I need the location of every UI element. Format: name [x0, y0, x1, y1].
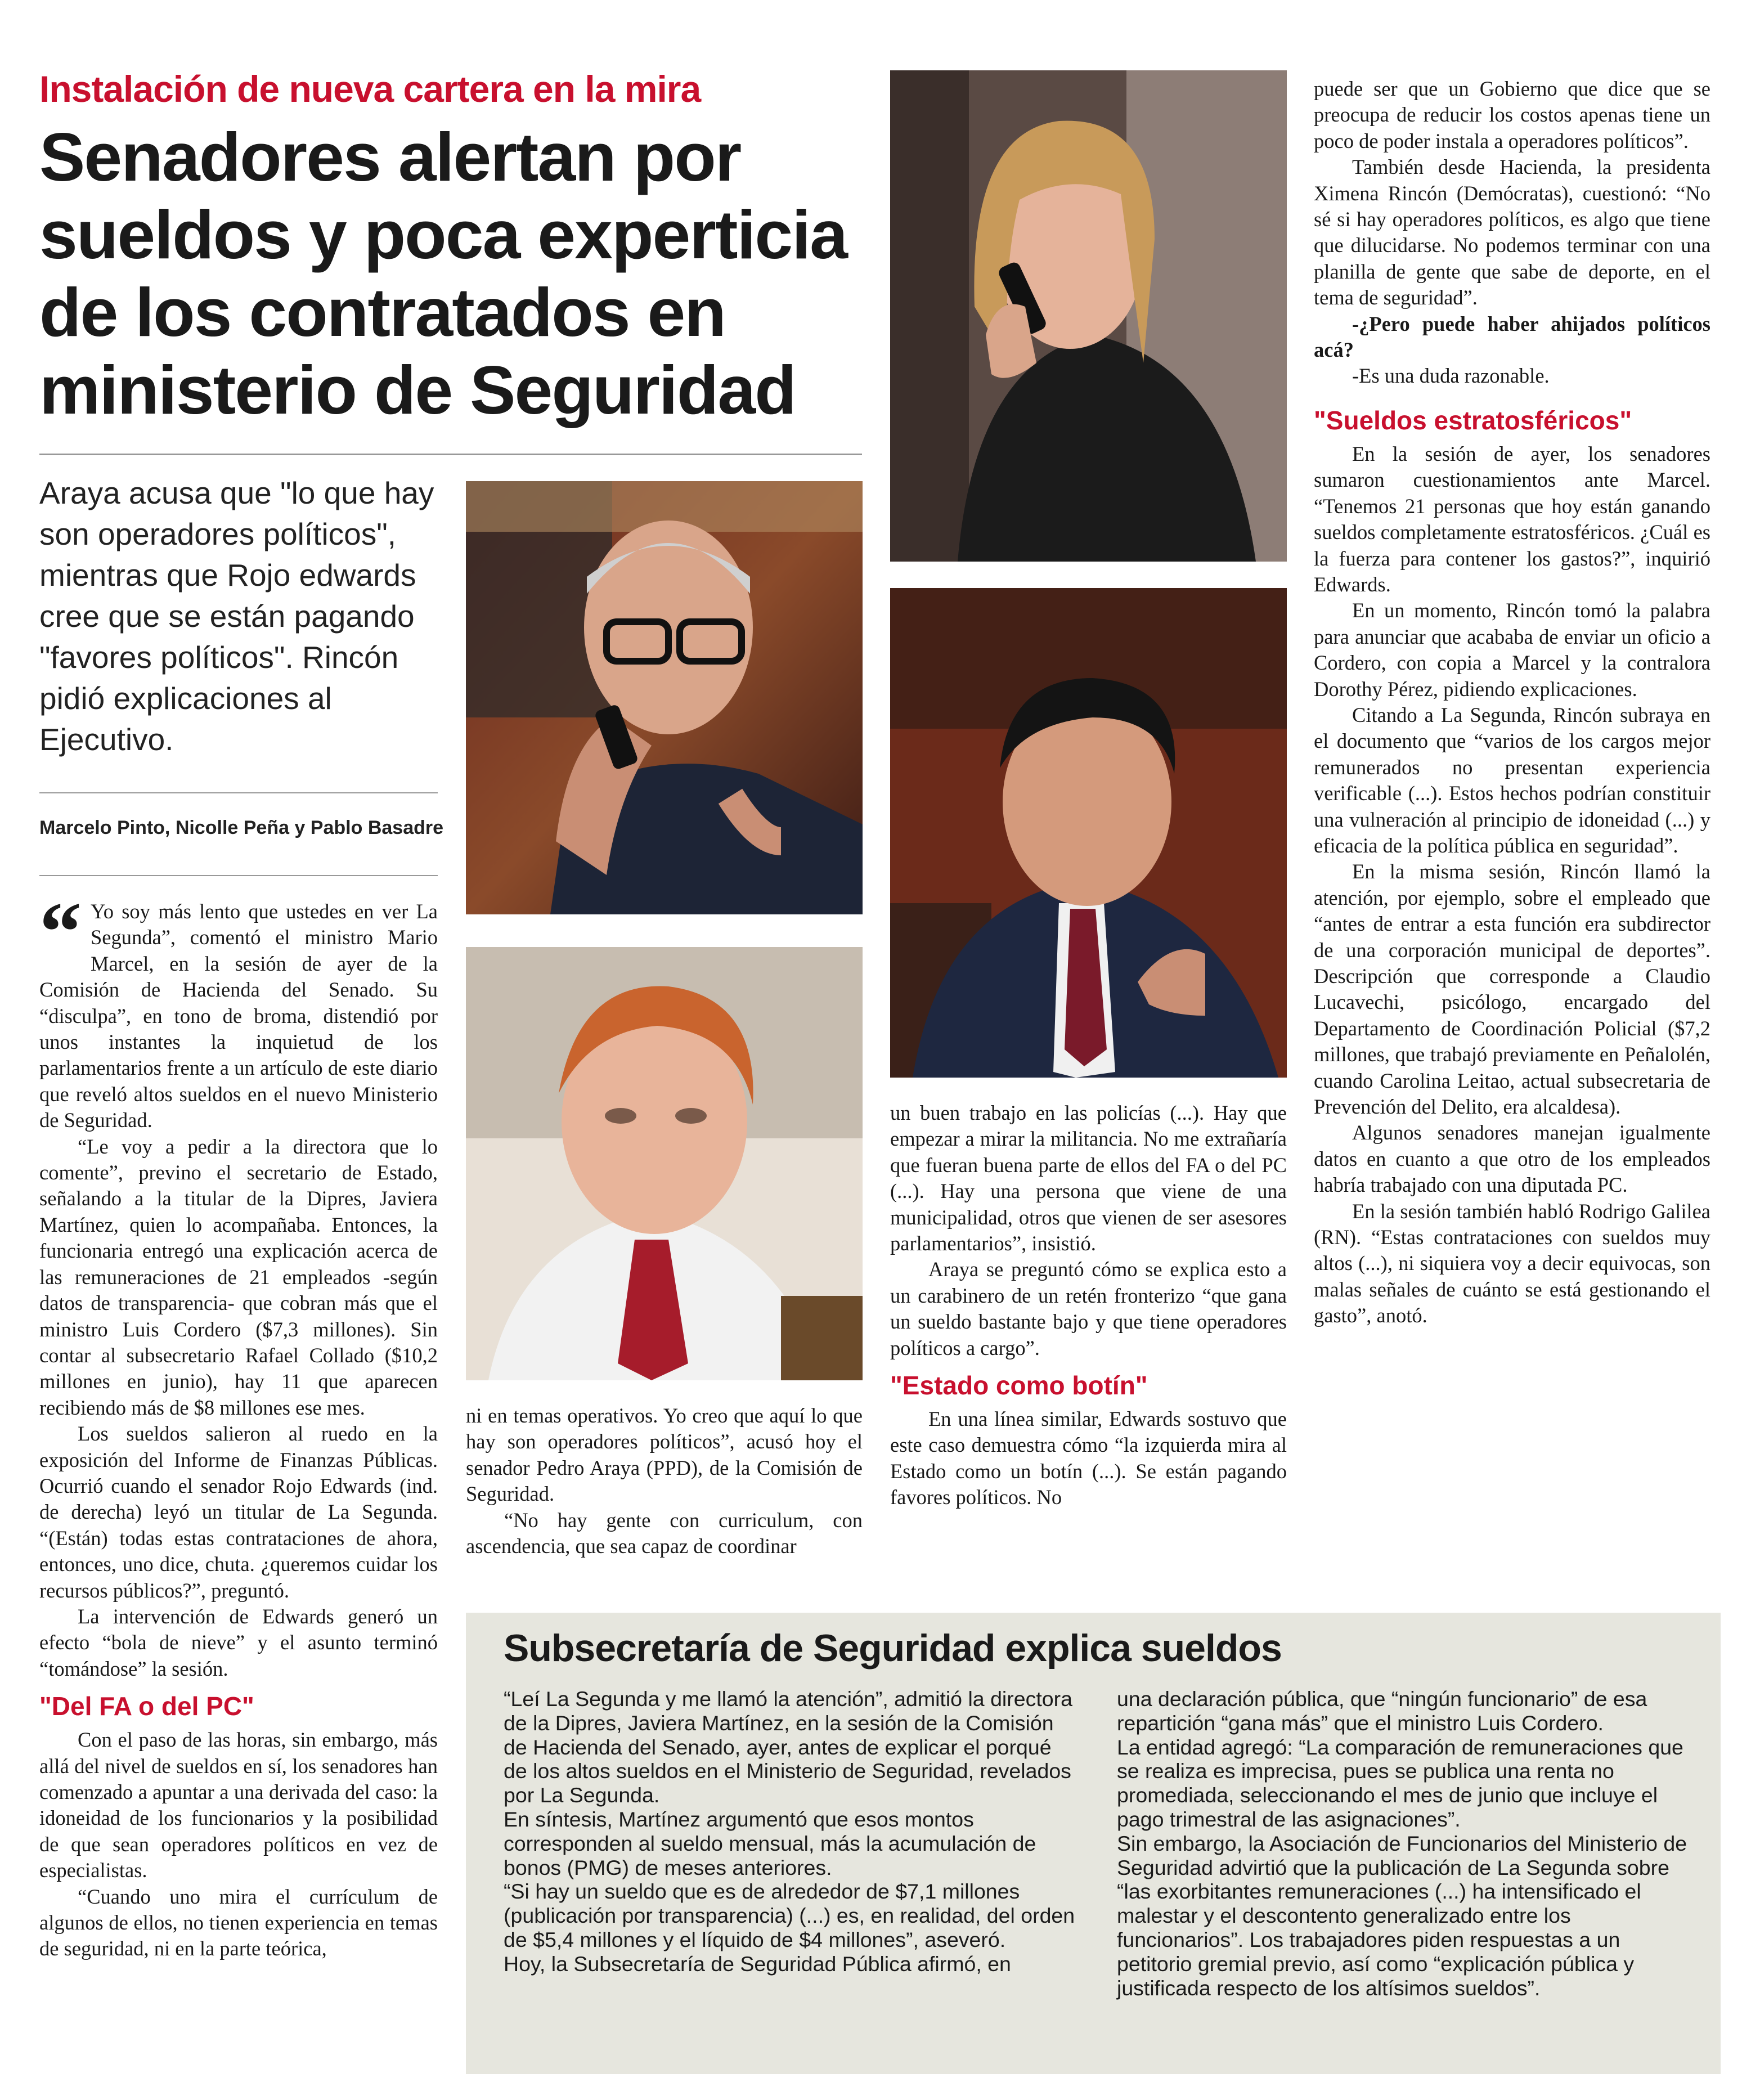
sidebar-column-left — [504, 1687, 1077, 1976]
headline-divider — [39, 454, 862, 455]
sidebar-title: Subsecretaría de Seguridad explica sueldos — [504, 1627, 1282, 1670]
paragraph: “Le voy a pedir a la directora que lo comente”, previno el secretario de Estado, señalando a la titular de la Dipres, Javiera Martínez, quien lo acompañaba. Entonces, la funcionaria entregó una explicación acerca de las remuneraciones de 21 empleados -según datos de transparencia- que cobran más que el ministro Luis Cordero ($7,3 millones). Sin contar al subsecretario Rafael Collado ($10,2 millones en junio), hay 11 que aparecen recibiendo más de $8 millones ese mes. — [39, 1134, 438, 1419]
sidebar-paragraph: “Leí La Segunda y me llamó la atención”, admitió la directora de la Dipres, Javiera Martínez, en la sesión de la Comisión de Hacienda del Senado, ayer, antes de explicar el porqué de los altos sueldos en el Ministerio de Seguridad, revelados por La Segunda. — [504, 1687, 1072, 1807]
byline-divider — [39, 875, 438, 876]
paragraph: “No hay gente con curriculum, con ascendencia, que sea capaz de coordinar — [466, 1508, 863, 1558]
paragraph: La intervención de Edwards generó un efecto “bola de nieve” y el asunto terminó “tomándose” la sesión. — [39, 1604, 438, 1680]
paragraph: En un momento, Rincón tomó la palabra para anunciar que acababa de enviar un oficio a Cordero, con copia a Marcel y la contralora Dorothy Pérez, pidiendo explicaciones. — [1314, 599, 1710, 701]
sidebar-paragraph: Hoy, la Subsecretaría de Seguridad Pública afirmó, en — [504, 1951, 1011, 1976]
sidebar-paragraph: Sin embargo, la Asociación de Funcionarios del Ministerio de Seguridad advirtió que la publicación de La Segunda sobre “las exorbitantes remuneraciones (...) ha intensificado el malestar y el descontento generalizado entre los funcionarios”. Los trabajadores piden respuestas a un petitorio gremial previo, así como “explicación pública y justificada respecto de los altísimos sueldos”. — [1117, 1831, 1687, 2000]
article-headline: Senadores alertan por sueldos y poca experticia de los contratados en ministerio de Seguridad — [39, 119, 847, 428]
photo-senator-red-hair — [466, 947, 863, 1380]
column-1 — [39, 885, 438, 1962]
paragraph: También desde Hacienda, la presidenta Ximena Rincón (Demócratas), cuestionó: “No sé si hay operadores políticos, es algo que tiene que dilucidarse. No podemos terminar con una planilla de gente que sabe de deporte, en el tema de seguridad”. — [1314, 155, 1710, 309]
sidebar-paragraph: una declaración pública, que “ningún funcionario” de esa repartición “gana más” que el ministro Luis Cordero. — [1117, 1687, 1647, 1735]
column-4 — [1314, 76, 1710, 1329]
photo-senator-young-man — [890, 588, 1287, 1078]
paragraph: Algunos senadores manejan igualmente datos en cuanto a que otro de los empleados habría trabajado con una diputada PC. — [1314, 1121, 1710, 1197]
sidebar-paragraph: “Si hay un sueldo que es de alrededor de $7,1 millones (publicación por transparencia) (...) es, en realidad, del orden de $5,4 millones y el líquido de $4 millones”, aseveró. — [504, 1879, 1075, 1951]
article-kicker: Instalación de nueva cartera en la mira — [39, 68, 701, 110]
paragraph: En la sesión de ayer, los senadores sumaron cuestionamientos ante Marcel. “Tenemos 21 personas que hoy están ganando sueldos completamente estratosféricos. ¿Cuál es la fuerza para contener los gastos?”, inquirió Edwards. — [1314, 442, 1710, 596]
paragraph: En una línea similar, Edwards sostuvo que este caso demuestra cómo “la izquierda mira al Estado como un botín (...). Se están pagando favores políticos. No — [890, 1407, 1287, 1509]
paragraph: Con el paso de las horas, sin embargo, más allá del nivel de sueldos en sí, los senadores han comenzado a apuntar a una derivada del caso: la idoneidad de los funcionarios y la posibilidad de que sean operadores políticos en vez de especialistas. — [39, 1728, 438, 1882]
paragraph: Araya se preguntó cómo se explica esto a un carabinero de un retén fronterizo “que gana un sueldo bastante bajo y que tiene operadores políticos a cargo”. — [890, 1258, 1287, 1359]
paragraph-text: Yo soy más lento que ustedes en ver La Segunda”, comentó el ministro Mario Marcel, en la sesión de ayer de la Comisión de Hacienda del Senado. Su “disculpa”, en tono de broma, distendió por unos instantes la inquietud de los parlamentarios frente a un artículo de este diario que reveló altos sueldos en el nuevo Ministerio de Seguridad. — [39, 900, 438, 1132]
sidebar-paragraph: En síntesis, Martínez argumentó que esos montos corresponden al sueldo mensual, más la acumulación de bonos (PMG) de meses anteriores. — [504, 1807, 1036, 1879]
sidebar-column-right — [1117, 1687, 1691, 2000]
sidebar-paragraph: La entidad agregó: “La comparación de remuneraciones que se realiza es imprecisa, pues se publica una renta no promediada, seleccionando el mes de junio que incluye el pago trimestral de las asignaciones”. — [1117, 1735, 1683, 1831]
paragraph: ni en temas operativos. Yo creo que aquí lo que hay son operadores políticos”, acusó hoy el senador Pedro Araya (PPD), de la Comisión de Seguridad. — [466, 1404, 863, 1506]
subhead-sueldos: "Sueldos estratosféricos" — [1314, 405, 1632, 435]
lead-divider — [39, 792, 438, 793]
paragraph: puede ser que un Gobierno que dice que se preocupa de reducir los costos apenas tiene un poco de poder instala a operadores políticos”. — [1314, 77, 1710, 152]
article-byline: Marcelo Pinto, Nicolle Peña y Pablo Basadre — [39, 817, 444, 838]
subhead-del-fa: "Del FA o del PC" — [39, 1691, 254, 1721]
paragraph: En la sesión también habló Rodrigo Galilea (RN). “Estas contrataciones con sueldos muy altos (...), ni siquiera voy a decir equivocas, son malas señales de cuánto se está gestionando el gasto”, anotó. — [1314, 1199, 1710, 1327]
interview-question: -¿Pero puede haber ahijados políticos acá? — [1314, 312, 1710, 362]
photo-senator-glasses — [466, 481, 863, 914]
paragraph: un buen trabajo en las policías (...). Hay que empezar a mirar la militancia. No me extrañaría que fueran buena parte de ellos del FA o del PC (...). Hay una persona que viene de una municipalidad, otros que vienen de ser asesores parlamentarios”, insistió. — [890, 1101, 1287, 1255]
paragraph: En la misma sesión, Rincón llamó la atención, por ejemplo, sobre el empleado que “antes de entrar a esta función era subdirector de una corporación municipal de deportes”. Descripción que corresponde a Claudio Lucavechi, psicólogo, encargado del Departamento de Coordinación Policial ($7,2 millones, que trabajó previamente en Peñalolén, cuando Carolina Leitao, actual subsecretaria de Prevención del Delito, era alcaldesa). — [1314, 860, 1710, 1119]
column-3 — [890, 1100, 1287, 1511]
column-2 — [466, 1403, 863, 1559]
opening-paragraph — [39, 885, 438, 1134]
photo-senator-woman — [890, 70, 1287, 562]
paragraph: Citando a La Segunda, Rincón subraya en el documento que “varios de los cargos mejor remunerados no presentan experiencia verificable (...). Estos hechos podrían constituir una vulneración al principio de idoneidad (...) y eficacia de la política pública en seguridad”. — [1314, 703, 1710, 857]
article-lead: Araya acusa que "lo que hay son operadores políticos", mientras que Rojo edwards cree que se están pagando "favores políticos". Rincón pidió explicaciones al Ejecutivo. — [39, 475, 434, 757]
quote-mark-icon: “ — [39, 885, 82, 979]
paragraph: Los sueldos salieron al ruedo en la exposición del Informe de Finanzas Públicas. Ocurrió cuando el senador Rojo Edwards (ind. de derecha) leyó un titular de La Segunda. “(Están) todas estas contrataciones de ahora, entonces, uno dice, chuta. ¿queremos cuidar los recursos públicos?”, preguntó. — [39, 1422, 438, 1602]
paragraph: “Cuando uno mira el currículum de algunos de ellos, no tienen experiencia en temas de seguridad, ni en la parte teórica, — [39, 1884, 438, 1960]
subhead-estado-botin: "Estado como botín" — [890, 1371, 1148, 1401]
interview-answer: -Es una duda razonable. — [1352, 364, 1550, 388]
